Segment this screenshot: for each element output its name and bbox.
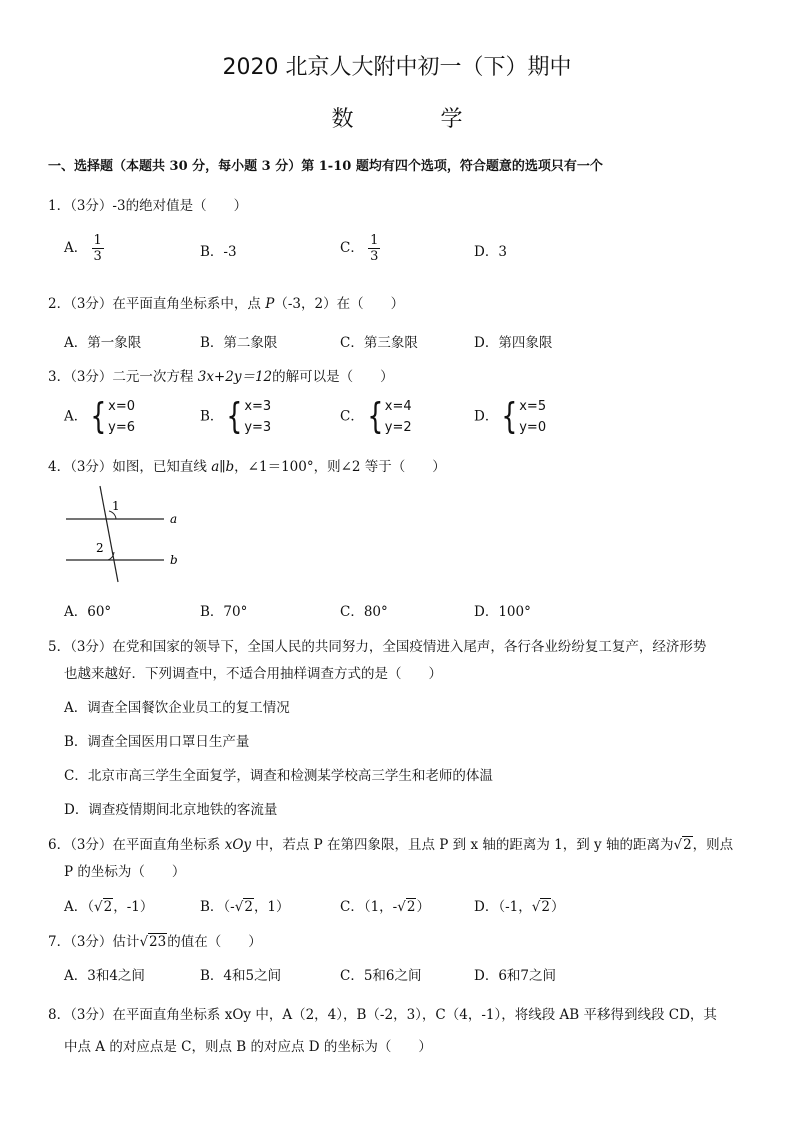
equation-system xyxy=(364,396,412,438)
q4-option-d: D．100° xyxy=(474,604,531,620)
section-heading: 一、选择题（本题共 30 分，每小题 3 分）第 1-10 题均有四个选项，符合题意的选项只有一个 xyxy=(48,159,603,174)
option-label: C． xyxy=(340,240,364,256)
line-b-label: b xyxy=(170,553,178,567)
fraction xyxy=(92,233,104,264)
system-row: y=3 xyxy=(244,420,272,435)
option-text: D．（-1， xyxy=(474,899,532,915)
question-8-stem-line2: 中点 A 的对应点是 C，则点 B 的对应点 D 的坐标为（ ） xyxy=(64,1039,432,1055)
option-text: ，-1） xyxy=(113,899,154,915)
page-title: 2020 北京人大附中初一（下）期中 xyxy=(222,55,572,80)
question-3-stem xyxy=(48,365,394,385)
line-a-label: a xyxy=(170,512,178,526)
stem-text: 的值在（ ） xyxy=(167,934,262,950)
coordinate-system: xOy xyxy=(224,837,252,853)
brace-icon: { xyxy=(367,396,384,437)
stem-text: ，∠1＝100°，则∠2 等于（ ） xyxy=(234,459,446,475)
equation-system xyxy=(223,396,271,438)
q2-option-c: C．第三象限 xyxy=(340,335,418,351)
q5-option-c: C．北京市高三学生全面复学，调查和检测某学校高三学生和老师的体温 xyxy=(64,768,493,784)
sqrt-symbol: √ xyxy=(531,899,541,915)
option-text: ） xyxy=(416,899,430,915)
question-6-stem-line2: P 的坐标为（ ） xyxy=(64,864,186,880)
denominator: 3 xyxy=(93,249,102,264)
system-row: x=0 xyxy=(108,399,136,414)
stem-text: ，则点 xyxy=(692,837,734,853)
sqrt-symbol: √ xyxy=(234,899,244,915)
q3-option-c xyxy=(340,396,412,438)
numerator: 1 xyxy=(93,233,102,248)
option-text: ，1） xyxy=(253,899,290,915)
question-7-stem xyxy=(48,930,262,950)
q2-option-d: D．第四象限 xyxy=(474,335,553,351)
q2-option-a: A．第一象限 xyxy=(64,335,142,351)
option-text: ） xyxy=(550,899,565,915)
brace-icon: { xyxy=(226,396,243,437)
q1-option-d: D．3 xyxy=(474,244,507,260)
angle-1-label: 1 xyxy=(112,499,120,513)
stem-text: 3．（3分）二元一次方程 xyxy=(48,369,198,385)
subject-heading: 数 学 xyxy=(331,107,503,132)
option-label: C． xyxy=(340,408,364,425)
question-5-stem-line2: 也越来越好．下列调查中，不适合用抽样调查方式的是（ ） xyxy=(64,666,442,682)
angle-2-label: 2 xyxy=(96,541,104,555)
equation: 3x+2y＝12 xyxy=(197,369,273,385)
q3-option-d xyxy=(474,396,546,438)
fraction xyxy=(368,233,380,264)
radicand: 23 xyxy=(149,934,167,950)
q6-option-d xyxy=(474,895,564,915)
question-6-stem-line1 xyxy=(48,833,733,853)
question-4-stem xyxy=(48,455,446,475)
option-text: C．（1，- xyxy=(340,899,398,915)
radicand: 2 xyxy=(683,837,692,853)
q4-option-a: A．60° xyxy=(64,604,112,620)
brace-icon: { xyxy=(501,396,518,437)
parallel-statement: a∥b xyxy=(211,459,235,475)
option-label: D． xyxy=(474,408,499,425)
question-2-stem xyxy=(48,292,404,312)
q5-option-b: B．调查全国医用口罩日生产量 xyxy=(64,734,250,750)
system-row: x=3 xyxy=(244,399,272,414)
point-name: P xyxy=(265,296,275,312)
q2-option-b: B．第二象限 xyxy=(200,335,278,351)
parallel-lines-figure xyxy=(60,482,190,587)
denominator: 3 xyxy=(370,249,379,264)
sqrt-symbol: √ xyxy=(94,899,103,915)
stem-text: 2．（3分）在平面直角坐标系中，点 xyxy=(48,296,266,312)
system-row: x=5 xyxy=(519,399,547,414)
q7-option-d: D．6和7之间 xyxy=(474,968,557,984)
q4-option-b: B．70° xyxy=(200,604,248,620)
option-text: B．（- xyxy=(200,899,235,915)
radicand: 2 xyxy=(541,899,550,915)
q5-option-a: A．调查全国餐饮企业员工的复工情况 xyxy=(64,700,290,716)
stem-text: （-3，2）在（ ） xyxy=(274,296,405,312)
sqrt-symbol: √ xyxy=(673,837,683,853)
q7-option-a: A．3和4之间 xyxy=(64,968,145,984)
stem-text: 4．（3分）如图，已知直线 xyxy=(48,459,212,475)
stem-text: 的解可以是（ ） xyxy=(272,369,394,385)
q1-option-a xyxy=(64,233,104,264)
q6-option-c xyxy=(340,895,430,915)
option-text: A．（ xyxy=(64,899,94,915)
q4-option-c: C．80° xyxy=(340,604,388,620)
q7-option-c: C．5和6之间 xyxy=(340,968,422,984)
radicand: 2 xyxy=(406,899,416,915)
option-label: B． xyxy=(200,408,224,425)
q6-option-a xyxy=(64,895,153,915)
q7-option-b: B．4和5之间 xyxy=(200,968,282,984)
question-1-stem: 1．（3分）-3的绝对值是（ ） xyxy=(48,198,248,214)
stem-text: 7．（3分）估计 xyxy=(48,934,140,950)
stem-text: 6．（3分）在平面直角坐标系 xyxy=(48,837,225,853)
equation-system xyxy=(87,396,135,438)
stem-text: 中，若点 P 在第四象限，且点 P 到 x 轴的距离为 1，到 y 轴的距离为 xyxy=(251,837,674,853)
question-5-stem-line1: 5．（3分）在党和国家的领导下，全国人民的共同努力，全国疫情进入尾声，各行各业纷纷复工复产，经济形势 xyxy=(48,639,707,655)
system-row: y=2 xyxy=(384,420,412,435)
system-row: y=6 xyxy=(108,420,136,435)
q1-option-c xyxy=(340,233,380,264)
q3-option-a xyxy=(64,396,135,438)
sqrt-symbol: √ xyxy=(139,934,149,950)
q5-option-d: D．调查疫情期间北京地铁的客流量 xyxy=(64,802,278,818)
q3-option-b xyxy=(200,396,271,438)
question-8-stem-line1: 8．（3分）在平面直角坐标系 xOy 中，A（2，4），B（-2，3），C（4，-1），将线段 AB 平移得到线段 CD，其 xyxy=(48,1007,717,1023)
radicand: 2 xyxy=(244,899,253,915)
option-label: A． xyxy=(64,240,88,256)
q6-option-b xyxy=(200,895,290,915)
numerator: 1 xyxy=(370,233,379,248)
system-row: x=4 xyxy=(384,399,412,414)
equation-system xyxy=(498,396,546,438)
brace-icon: { xyxy=(90,396,107,437)
sqrt-symbol: √ xyxy=(397,899,406,915)
option-label: A． xyxy=(64,408,88,425)
system-row: y=0 xyxy=(519,420,547,435)
q1-option-b: B．-3 xyxy=(200,244,237,260)
radicand: 2 xyxy=(103,899,113,915)
